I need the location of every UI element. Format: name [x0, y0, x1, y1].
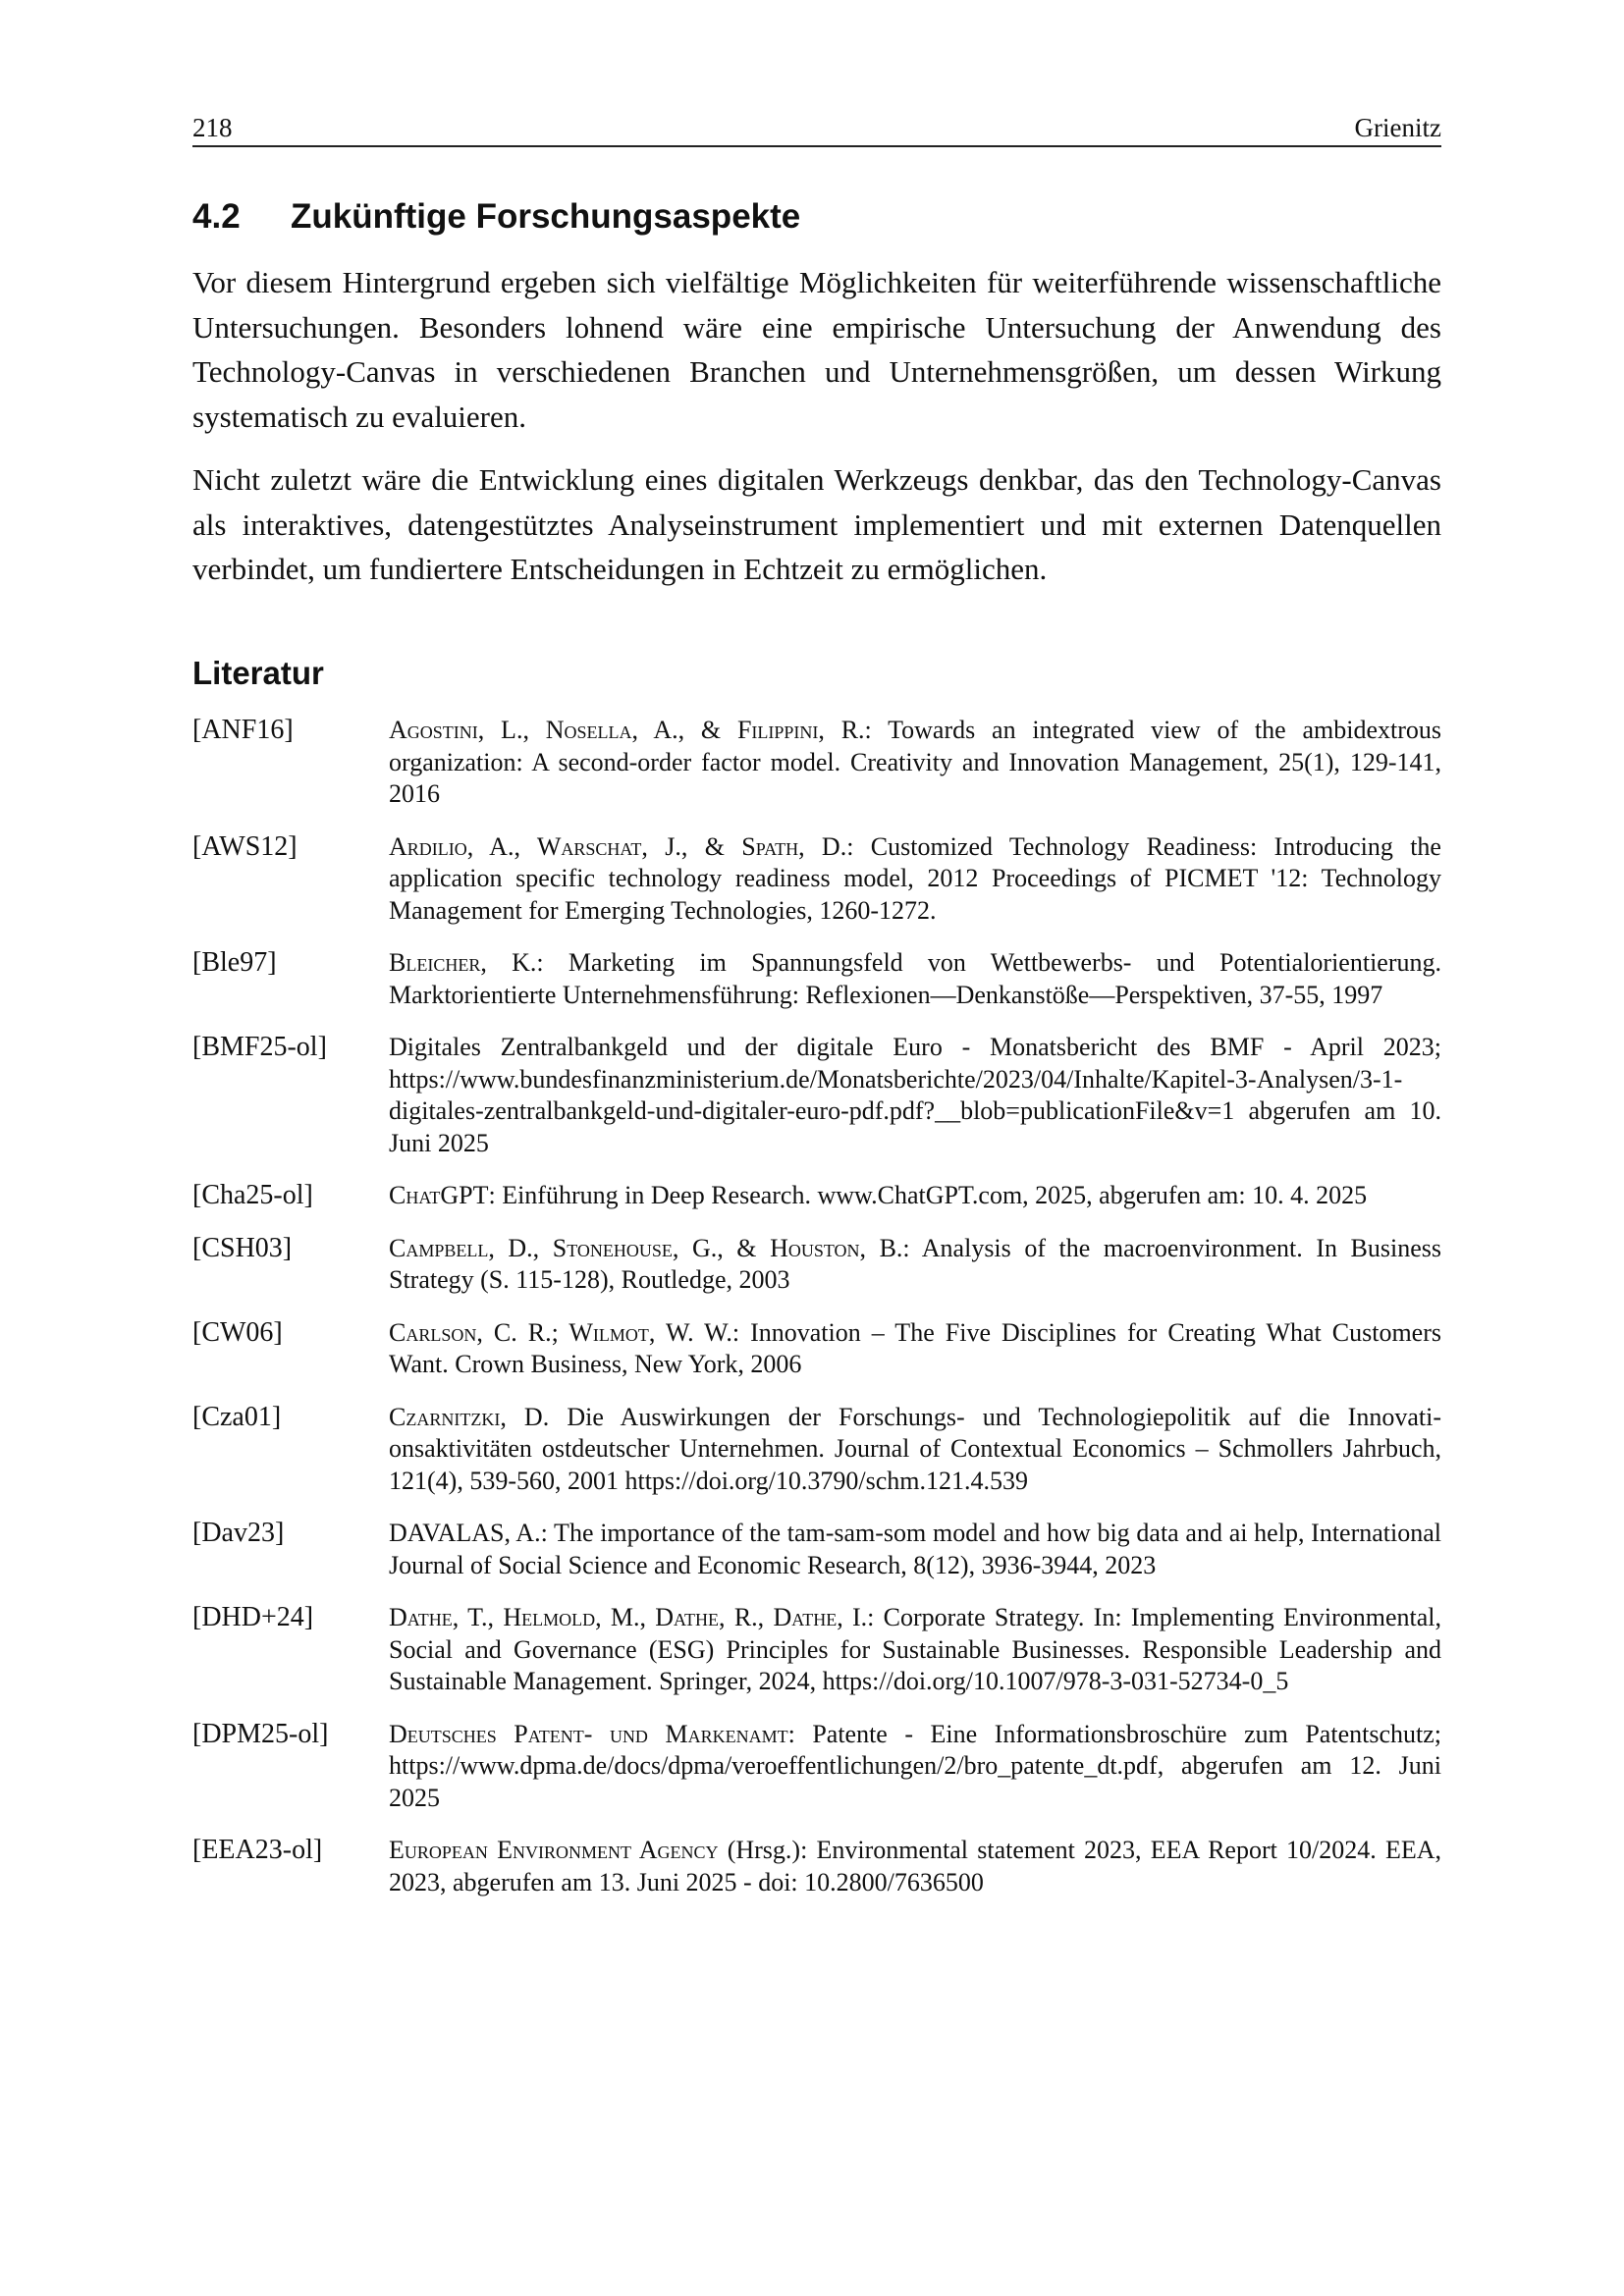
- reference-key: [AWS12]: [192, 830, 298, 862]
- literature-heading: Literatur: [192, 655, 324, 691]
- reference-key: [Cza01]: [192, 1401, 282, 1432]
- reference-body: : Patente - Eine Informationsbroschüre zum Patentschutz; https://www.dpma.de/docs/dpma/veroeffentlichungen/2/bro_patente_dt.pdf, abgerufen am 12. Juni 2025: [389, 1719, 1441, 1812]
- running-author: Grienitz: [1354, 113, 1441, 142]
- reference-body: : Corporate Strategy. In: Implementing Environmental, Social and Governance (ESG) Principles for Sustainable Businesses. Responsible Leadership and Sustainable Management. Springer, 2024, https://doi.org/10.1007/978-3-031-52734-0_5: [389, 1603, 1441, 1695]
- reference-entry: [192, 1317, 1441, 1381]
- reference-authors: Czarnitzki, D.: [389, 1402, 550, 1431]
- reference-key: [EEA23-ol]: [192, 1835, 323, 1865]
- reference-key: [Ble97]: [192, 947, 277, 978]
- reference-body: : Innovation – The Five Disciplines for Creating What Customers Want. Crown Business, New York, 2006: [389, 1317, 1442, 1378]
- reference-entry: [192, 1233, 1441, 1297]
- reference-authors: Bleicher, K.: [389, 948, 537, 977]
- reference-text: [389, 831, 1441, 928]
- paragraph: Vor diesem Hintergrund ergeben sich vielfältige Möglichkeiten für weiterführende wissenschaftliche Untersuchungen. Besonders lohnend wäre eine empirische Untersuchung der Anwendung des Technology-Canvas in verschiedenen Branchen und Unternehmensgrößen, um dessen Wirkung systematisch zu evaluieren.: [192, 265, 1441, 434]
- reference-text: [389, 1233, 1441, 1297]
- reference-entry: [192, 1518, 1441, 1581]
- reference-text: [389, 1835, 1441, 1898]
- section-title: Zukünftige Forschungsaspekte: [291, 197, 801, 236]
- reference-authors: Deutsches Patent- und Markenamt: [389, 1719, 788, 1748]
- reference-key: [CSH03]: [192, 1232, 293, 1263]
- reference-text: [389, 1602, 1441, 1698]
- section-heading: [192, 194, 1441, 240]
- reference-key: [DHD+24]: [192, 1602, 314, 1632]
- reference-authors: ChatGPT: [389, 1181, 489, 1209]
- reference-authors: Carlson, C. R.; Wilmot, W. W.: [389, 1317, 732, 1347]
- reference-body: : Marketing im Spannungsfeld von Wettbewerbs- und Potentialorientierung. Marktorientierte Unternehmensführung: Reflexionen—Denkanstöße—Perspektiven, 37-55, 1997: [389, 948, 1441, 1009]
- reference-entry: [192, 947, 1441, 1011]
- reference-text: [389, 1518, 1441, 1581]
- reference-authors: Dathe, T., Helmold, M., Dathe, R., Dathe, I.: [389, 1603, 868, 1631]
- running-header: [192, 110, 1441, 147]
- reference-body: Die Auswirkungen der Forschungs- und Technologiepolitik auf die Innovationsaktivitäten ostdeutscher Unternehmen. Journal of Contextual Economics – Schmollers Jahrbuch, 121(4), 539-560, 2001 https://doi.org/10.3790/schm.121.4.539: [389, 1402, 1441, 1495]
- reference-list: [192, 715, 1441, 1919]
- reference-entry: [192, 831, 1441, 928]
- reference-authors: European Environment Agency: [389, 1836, 719, 1864]
- reference-body: (Hrsg.): Environmental statement 2023, EEA Report 10/2024. EEA, 2023, abgerufen am 13. Juni 2025 - doi: 10.2800/7636500: [389, 1836, 1442, 1896]
- reference-body: : Towards an integrated view of the ambidextrous organization: A second-order factor model. Creativity and Innovation Management, 25(1), 129-141, 2016: [389, 716, 1441, 808]
- reference-key: [DPM25-ol]: [192, 1718, 329, 1749]
- reference-text: [389, 947, 1441, 1011]
- reference-body: DAVALAS, A.: The importance of the tam-sam-som model and how big data and ai help, International Journal of Social Science and Economic Research, 8(12), 3936-3944, 2023: [389, 1519, 1441, 1579]
- reference-body: : Einführung in Deep Research. www.ChatGPT.com, 2025, abgerufen am: 10. 4. 2025: [488, 1181, 1368, 1209]
- reference-entry: [192, 1602, 1441, 1698]
- reference-entry: [192, 1835, 1441, 1898]
- reference-text: [389, 1180, 1441, 1212]
- section-body: [192, 260, 1441, 611]
- reference-key: [Cha25-ol]: [192, 1180, 313, 1210]
- paragraph: Nicht zuletzt wäre die Entwicklung eines digitalen Werkzeugs denkbar, das den Technology-Canvas als interaktives, datengestütztes Analyseinstrument implementiert und mit externen Datenquellen verbindet, um fundiertere Entscheidungen in Echtzeit zu ermöglichen.: [192, 462, 1441, 586]
- reference-body: : Customized Technology Readiness: Introducing the application specific technology readiness model, 2012 Proceedings of PICMET '12: Technology Management for Emerging Technologies, 1260-1272.: [389, 831, 1441, 925]
- reference-authors: Ardilio, A., Warschat, J., & Spath, D.: [389, 831, 847, 861]
- reference-body: Digitales Zentralbankgeld und der digitale Euro - Monatsbericht des BMF - April 2023; https://www.bundesfinanzministerium.de/Monatsberichte/2023/04/Inhalte/Kapitel-3-Analysen/3-1-digitales-zentralbankgeld-und-digitaler-euro-pdf.pdf?__blob=publicationFile&v=1 abgerufen am 10. Juni 2025: [389, 1033, 1441, 1157]
- reference-authors: Campbell, D., Stonehouse, G., & Houston, B.: [389, 1233, 903, 1262]
- reference-body: : Analysis of the macroenvironment. In Business Strategy (S. 115-128), Routledge, 2003: [389, 1233, 1441, 1294]
- section-number: 4.2: [192, 197, 241, 236]
- page-number: 218: [192, 113, 233, 142]
- reference-key: [ANF16]: [192, 715, 294, 745]
- reference-entry: [192, 1719, 1441, 1815]
- reference-text: [389, 1719, 1441, 1815]
- reference-key: [CW06]: [192, 1316, 283, 1348]
- reference-authors: Agostini, L., Nosella, A., & Filippini, R.: [389, 716, 865, 744]
- reference-entry: [192, 715, 1441, 811]
- reference-key: [BMF25-ol]: [192, 1032, 327, 1062]
- reference-entry: [192, 1032, 1441, 1159]
- reference-text: [389, 1032, 1441, 1159]
- reference-text: [389, 1317, 1441, 1381]
- reference-text: [389, 1402, 1441, 1498]
- reference-text: [389, 715, 1441, 811]
- reference-entry: [192, 1402, 1441, 1498]
- reference-entry: [192, 1180, 1441, 1212]
- reference-key: [Dav23]: [192, 1518, 285, 1548]
